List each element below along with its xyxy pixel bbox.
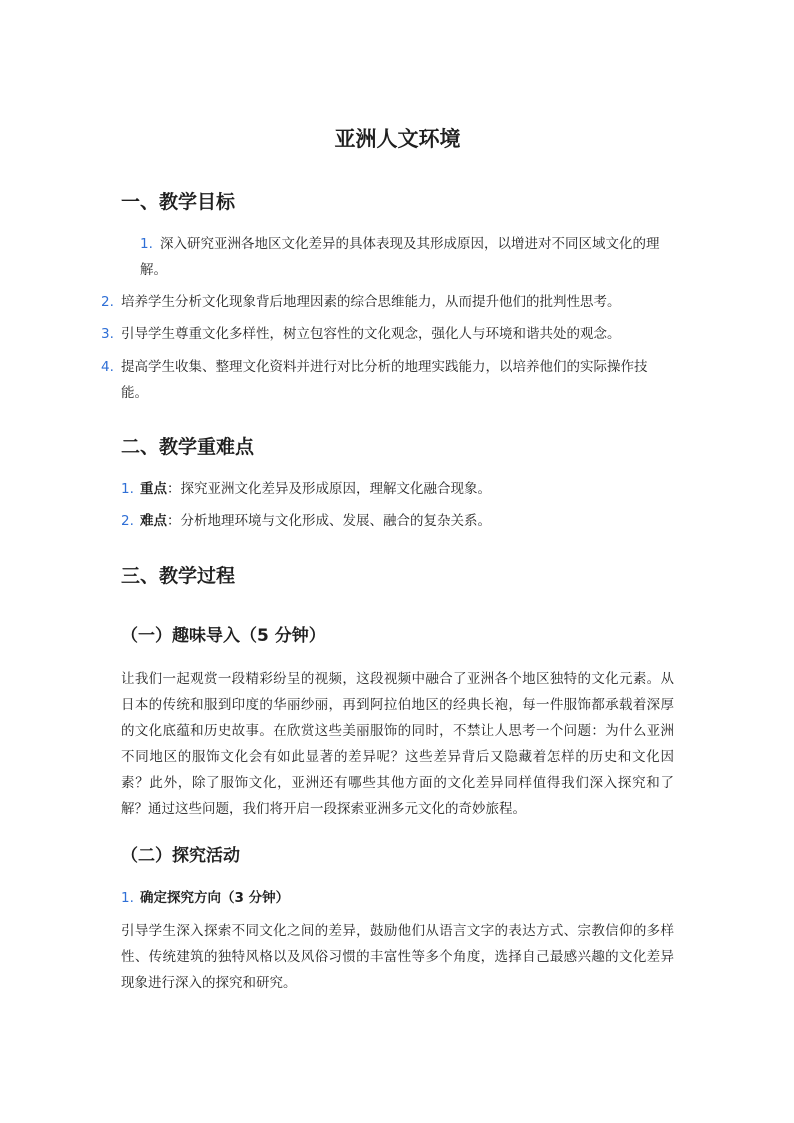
list-item	[121, 508, 674, 534]
list-item	[101, 289, 674, 315]
section-heading-teaching-process: 三、教学过程	[121, 565, 236, 587]
list-item-text: 探究亚洲文化差异及形成原因，理解文化融合现象。	[180, 481, 491, 497]
list-item	[121, 476, 674, 502]
list-item	[101, 321, 674, 347]
list-item-text: 提高学生收集、整理文化资料并进行对比分析的地理实践能力，以培养他们的实际操作技能。	[121, 359, 648, 401]
step-paragraph: 引导学生深入探索不同文化之间的差异，鼓励他们从语言文字的表达方式、宗教信仰的多样性、传统建筑的独特风格以及风俗习惯的丰富性等多个角度，选择自己最感兴趣的文化差异现象进行深入的探究和研究。	[121, 923, 674, 991]
list-item	[101, 354, 674, 406]
label-separator: ：	[167, 481, 181, 497]
subsection-heading-intro: （一）趣味导入（5 分钟）	[121, 626, 326, 646]
difficult-point-label: 难点	[140, 513, 167, 529]
document-title: 亚洲人文环境	[334, 127, 461, 151]
list-item-text: 深入研究亚洲各地区文化差异的具体表现及其形成原因，以增进对不同区域文化的理解。	[140, 236, 660, 278]
intro-paragraph: 让我们一起观赏一段精彩纷呈的视频，这段视频中融合了亚洲各个地区独特的文化元素。从日本的传统和服到印度的华丽纱丽，再到阿拉伯地区的经典长袍，每一件服饰都承载着深厚的文化底蕴和历史故事。在欣赏这些美丽服饰的同时，不禁让人思考一个问题：为什么亚洲不同地区的服饰文化会有如此显著的差异呢？这些差异背后又隐藏着怎样的历史和文化因素？此外，除了服饰文化，亚洲还有哪些其他方面的文化差异同样值得我们深入探究和了解？通过这些问题，我们将开启一段探索亚洲多元文化的奇妙旅程。	[121, 671, 674, 817]
list-number: 2.	[121, 513, 134, 529]
list-number: 1.	[121, 481, 134, 497]
section-heading-teaching-goals: 一、教学目标	[121, 191, 236, 213]
list-item-text: 引导学生尊重文化多样性，树立包容性的文化观念，强化人与环境和谐共处的观念。	[121, 326, 621, 342]
list-number: 2.	[101, 294, 114, 310]
list-item	[121, 231, 674, 283]
list-number: 3.	[101, 326, 114, 342]
step-number: 1.	[121, 890, 134, 906]
section-heading-key-difficult-points: 二、教学重难点	[121, 436, 255, 458]
label-separator: ：	[167, 513, 181, 529]
list-number: 1.	[140, 236, 153, 252]
list-item-text: 培养学生分析文化现象背后地理因素的综合思维能力，从而提升他们的批判性思考。	[121, 294, 621, 310]
list-number: 4.	[101, 359, 114, 375]
list-item-text: 分析地理环境与文化形成、发展、融合的复杂关系。	[180, 513, 491, 529]
subsection-heading-inquiry: （二）探究活动	[121, 846, 240, 866]
step-title: 确定探究方向（3 分钟）	[140, 890, 290, 906]
key-point-label: 重点	[140, 481, 167, 497]
step-heading	[121, 885, 289, 911]
